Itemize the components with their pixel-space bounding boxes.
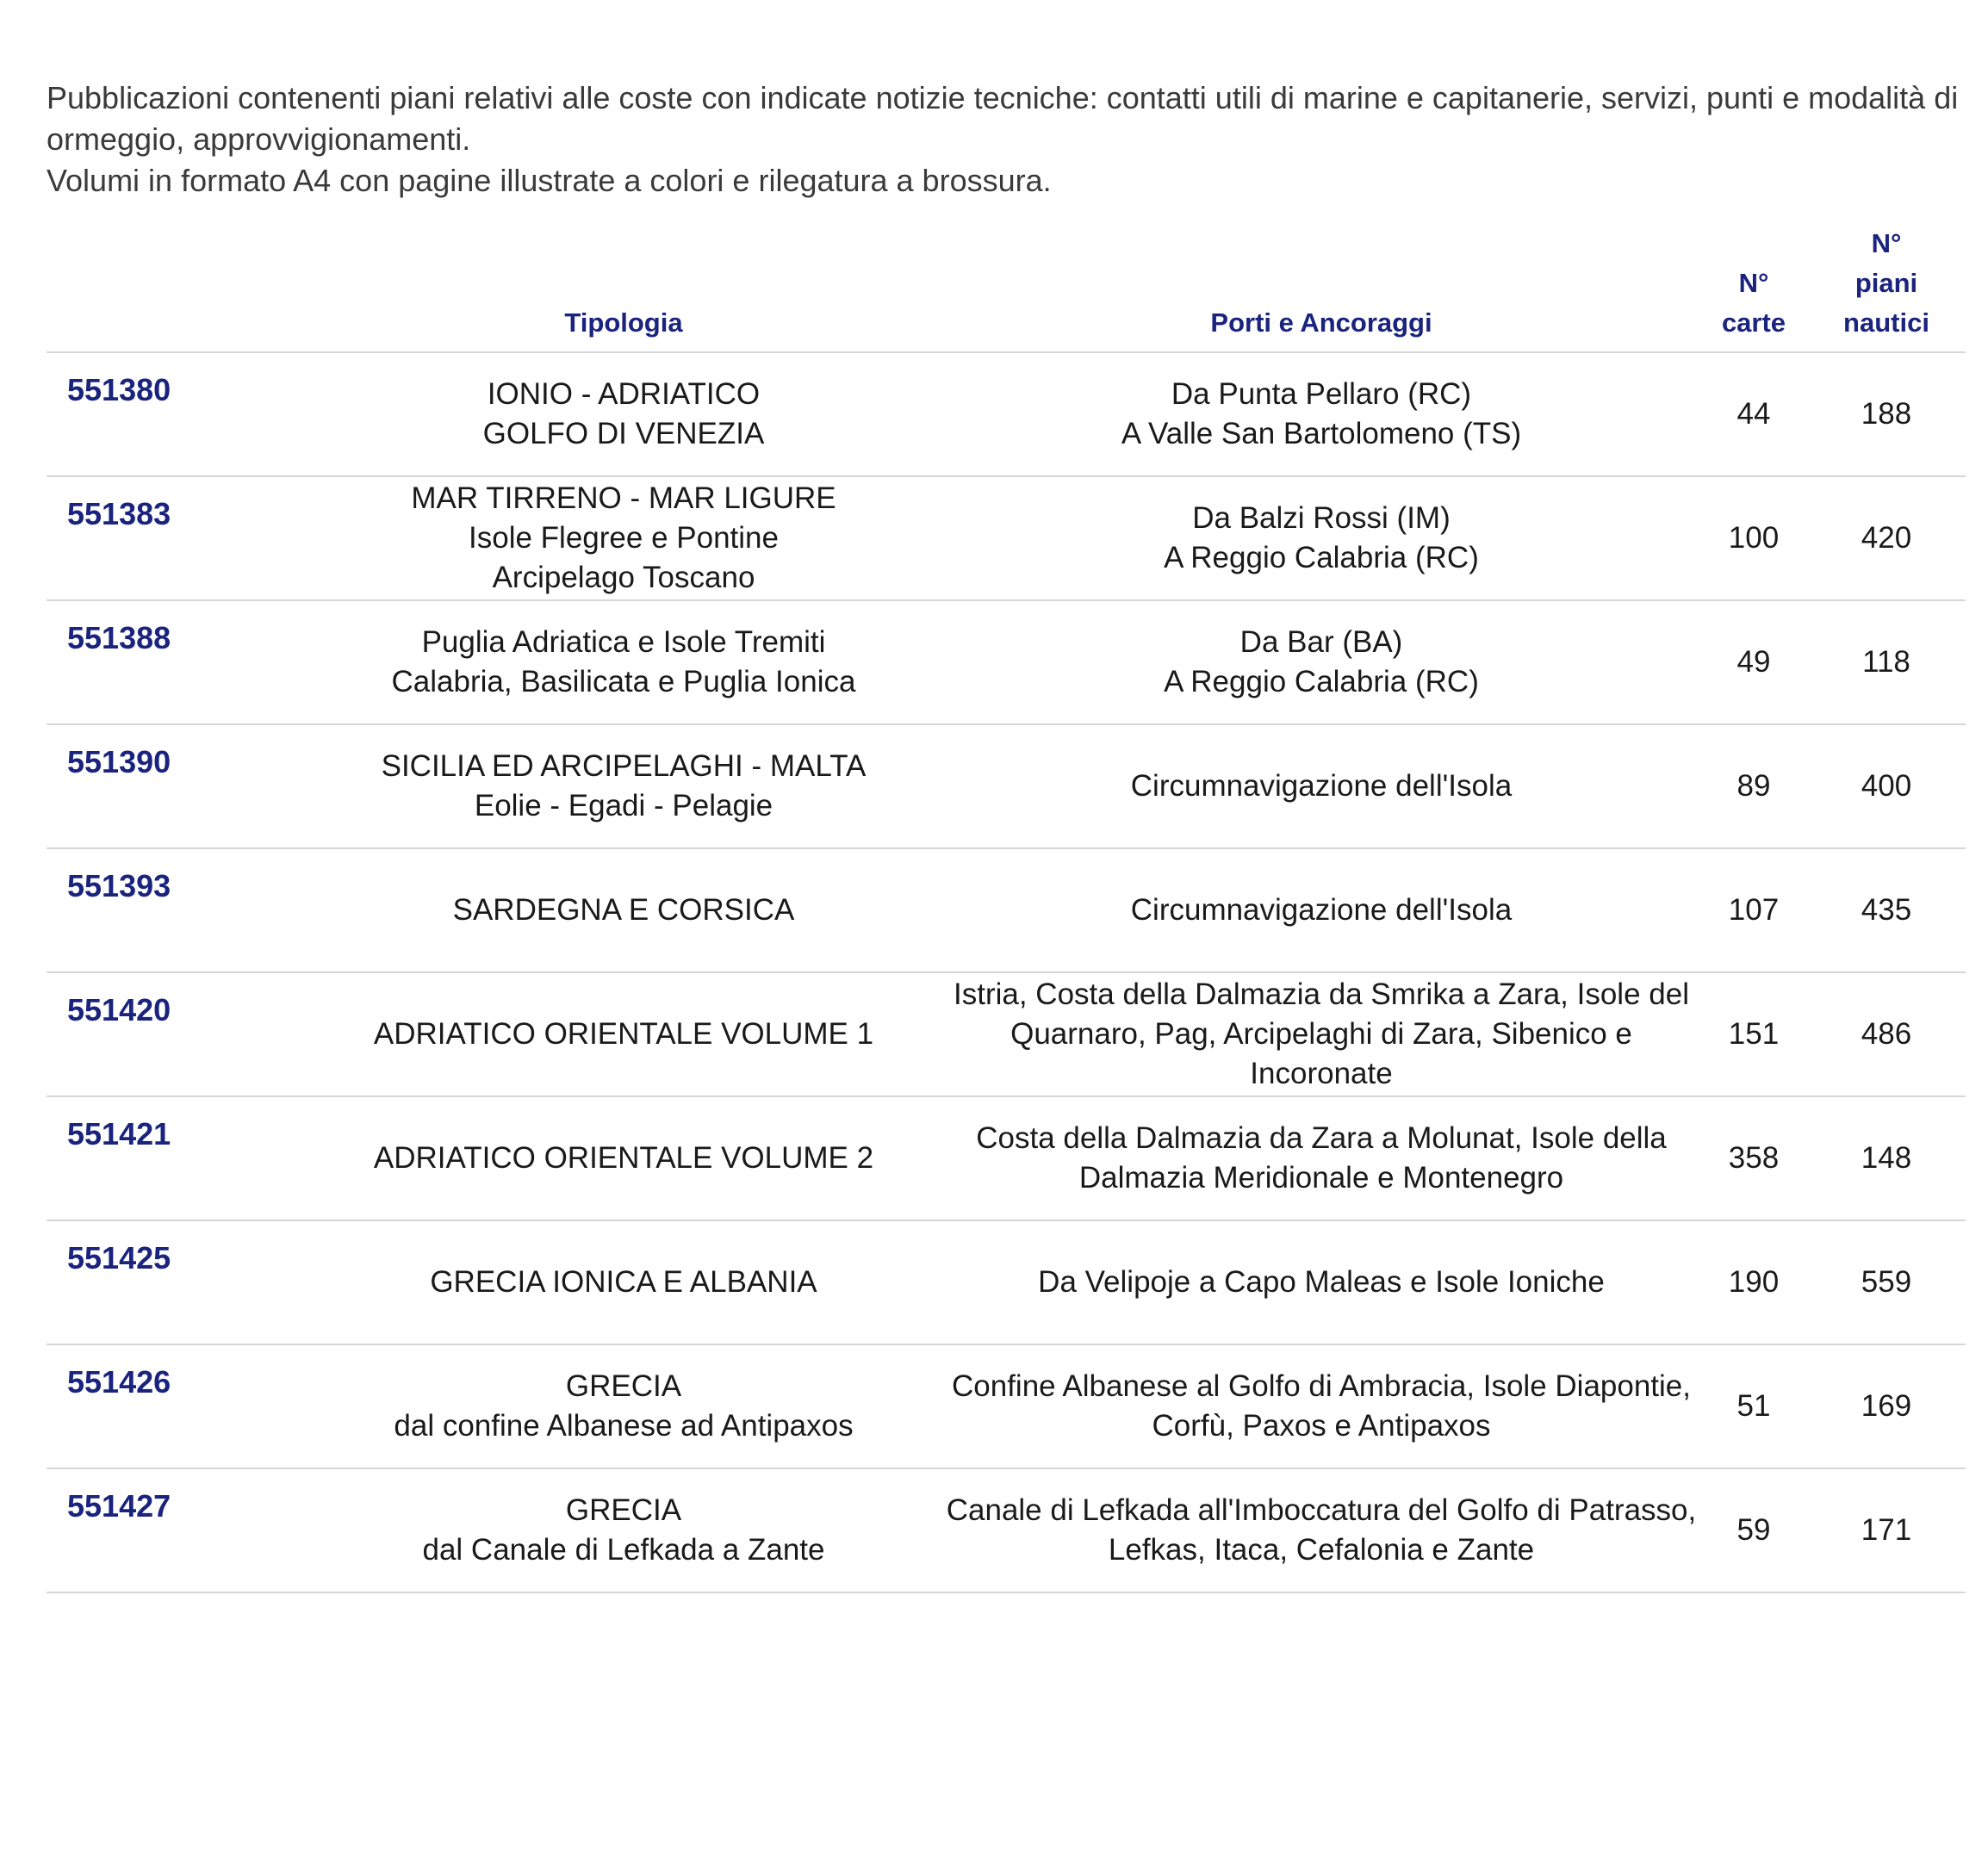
piani-count: 435 (1807, 848, 1966, 972)
tipologia-cell (305, 1344, 942, 1468)
porti-line: Lefkas, Itaca, Cefalonia e Zante (1108, 1533, 1535, 1567)
tipologia-cell (305, 476, 942, 600)
piani-count: 118 (1807, 600, 1966, 724)
carte-count: 107 (1700, 848, 1807, 972)
publications-table (47, 224, 1966, 1593)
header-code (47, 224, 305, 352)
carte-count: 151 (1700, 972, 1807, 1096)
porti-line: Costa della Dalmazia da Zara a Molunat, Isole della (976, 1121, 1667, 1155)
table-row (47, 724, 1966, 848)
porti-cell (942, 600, 1700, 724)
piani-count: 400 (1807, 724, 1966, 848)
carte-count: 44 (1700, 352, 1807, 476)
porti-cell (942, 1344, 1700, 1468)
porti-line: Corfù, Paxos e Antipaxos (1152, 1409, 1491, 1443)
header-tipologia: Tipologia (305, 224, 942, 352)
table-body (47, 352, 1966, 1592)
tipologia-line: Isole Flegree e Pontine (469, 521, 779, 555)
tipologia-cell (305, 600, 942, 724)
tipologia-cell (305, 1468, 942, 1592)
piani-count: 171 (1807, 1468, 1966, 1592)
piani-count: 188 (1807, 352, 1966, 476)
piani-count: 169 (1807, 1344, 1966, 1468)
product-code[interactable]: 551425 (47, 1220, 305, 1344)
tipologia-cell (305, 972, 942, 1096)
table-row (47, 972, 1966, 1096)
porti-cell (942, 972, 1700, 1096)
tipologia-cell (305, 848, 942, 972)
porti-line: Da Balzi Rossi (IM) (1192, 501, 1451, 535)
header-carte-line-1: N° (1738, 268, 1769, 298)
porti-cell (942, 1096, 1700, 1220)
product-code[interactable]: 551426 (47, 1344, 305, 1468)
page (47, 78, 1966, 1593)
carte-count: 51 (1700, 1344, 1807, 1468)
header-porti: Porti e Ancoraggi (942, 224, 1700, 352)
porti-line: A Reggio Calabria (RC) (1164, 541, 1479, 574)
product-code[interactable]: 551380 (47, 352, 305, 476)
porti-line: Da Punta Pellaro (RC) (1171, 377, 1472, 411)
header-carte (1700, 224, 1807, 352)
piani-count: 559 (1807, 1220, 1966, 1344)
porti-line: Da Bar (BA) (1239, 625, 1403, 659)
carte-count: 100 (1700, 476, 1807, 600)
product-code[interactable]: 551390 (47, 724, 305, 848)
porti-cell (942, 1220, 1700, 1344)
tipologia-line: GRECIA (565, 1369, 682, 1403)
table-row (47, 476, 1966, 600)
tipologia-line: GOLFO DI VENEZIA (482, 417, 765, 450)
header-piani-line-2: piani (1854, 268, 1918, 298)
product-code[interactable]: 551383 (47, 476, 305, 600)
carte-count: 59 (1700, 1468, 1807, 1592)
porti-cell (942, 1468, 1700, 1592)
tipologia-line: Calabria, Basilicata e Puglia Ionica (391, 665, 856, 698)
tipologia-line: dal Canale di Lefkada a Zante (422, 1533, 825, 1567)
porti-line: Circumnavigazione dell'Isola (1130, 769, 1513, 803)
porti-cell (942, 476, 1700, 600)
porti-line: A Reggio Calabria (RC) (1164, 665, 1479, 698)
header-carte-line-2: carte (1721, 307, 1786, 338)
product-code[interactable]: 551388 (47, 600, 305, 724)
piani-count: 148 (1807, 1096, 1966, 1220)
carte-count: 358 (1700, 1096, 1807, 1220)
table-row (47, 600, 1966, 724)
tipologia-line: MAR TIRRENO - MAR LIGURE (411, 481, 836, 515)
porti-line: Istria, Costa della Dalmazia da Smrika a Zara, Isole del (954, 978, 1689, 1011)
tipologia-line: Arcipelago Toscano (492, 561, 755, 594)
tipologia-line: GRECIA (565, 1493, 682, 1527)
porti-line: Circumnavigazione dell'Isola (1130, 893, 1513, 927)
porti-line: Confine Albanese al Golfo di Ambracia, Isole Diapontie, (951, 1369, 1691, 1403)
tipologia-cell (305, 352, 942, 476)
piani-count: 486 (1807, 972, 1966, 1096)
porti-line: Quarnaro, Pag, Arcipelaghi di Zara, Sibenico e Incoronate (1010, 1017, 1632, 1090)
table-row (47, 352, 1966, 476)
tipologia-line: GRECIA IONICA E ALBANIA (430, 1265, 817, 1299)
intro-line-1: Pubblicazioni contenenti piani relativi alle coste con indicate notizie tecniche: contatti utili di marine e capitanerie, servizi, punti e modalità di ormeggio, approvvigionamenti. (47, 80, 1959, 157)
header-piani (1807, 224, 1966, 352)
tipologia-line: ADRIATICO ORIENTALE VOLUME 1 (373, 1017, 874, 1051)
table-header-row (47, 224, 1966, 352)
carte-count: 49 (1700, 600, 1807, 724)
table-row (47, 1344, 1966, 1468)
product-code[interactable]: 551427 (47, 1468, 305, 1592)
table-row (47, 1220, 1966, 1344)
carte-count: 190 (1700, 1220, 1807, 1344)
tipologia-line: SICILIA ED ARCIPELAGHI - MALTA (381, 749, 867, 783)
tipologia-cell (305, 1220, 942, 1344)
intro-text (47, 78, 1966, 202)
header-piani-line-3: nautici (1843, 307, 1929, 338)
tipologia-line: Puglia Adriatica e Isole Tremiti (421, 625, 826, 659)
table-row (47, 1468, 1966, 1592)
tipologia-line: SARDEGNA E CORSICA (452, 893, 795, 927)
tipologia-line: Eolie - Egadi - Pelagie (474, 789, 773, 822)
tipologia-line: dal confine Albanese ad Antipaxos (394, 1409, 854, 1443)
tipologia-line: IONIO - ADRIATICO (487, 377, 761, 411)
porti-cell (942, 848, 1700, 972)
table-row (47, 1096, 1966, 1220)
product-code[interactable]: 551393 (47, 848, 305, 972)
product-code[interactable]: 551421 (47, 1096, 305, 1220)
product-code[interactable]: 551420 (47, 972, 305, 1096)
porti-line: Canale di Lefkada all'Imboccatura del Golfo di Patrasso, (946, 1493, 1697, 1527)
porti-line: Dalmazia Meridionale e Montenegro (1078, 1161, 1564, 1195)
piani-count: 420 (1807, 476, 1966, 600)
carte-count: 89 (1700, 724, 1807, 848)
table-row (47, 848, 1966, 972)
porti-cell (942, 724, 1700, 848)
intro-line-2: Volumi in formato A4 con pagine illustrate a colori e rilegatura a brossura. (47, 163, 1052, 198)
tipologia-cell (305, 1096, 942, 1220)
porti-line: Da Velipoje a Capo Maleas e Isole Ioniche (1038, 1265, 1605, 1299)
tipologia-cell (305, 724, 942, 848)
porti-line: A Valle San Bartolomeno (TS) (1121, 417, 1522, 450)
porti-cell (942, 352, 1700, 476)
header-piani-line-1: N° (1871, 228, 1902, 258)
tipologia-line: ADRIATICO ORIENTALE VOLUME 2 (373, 1141, 874, 1175)
